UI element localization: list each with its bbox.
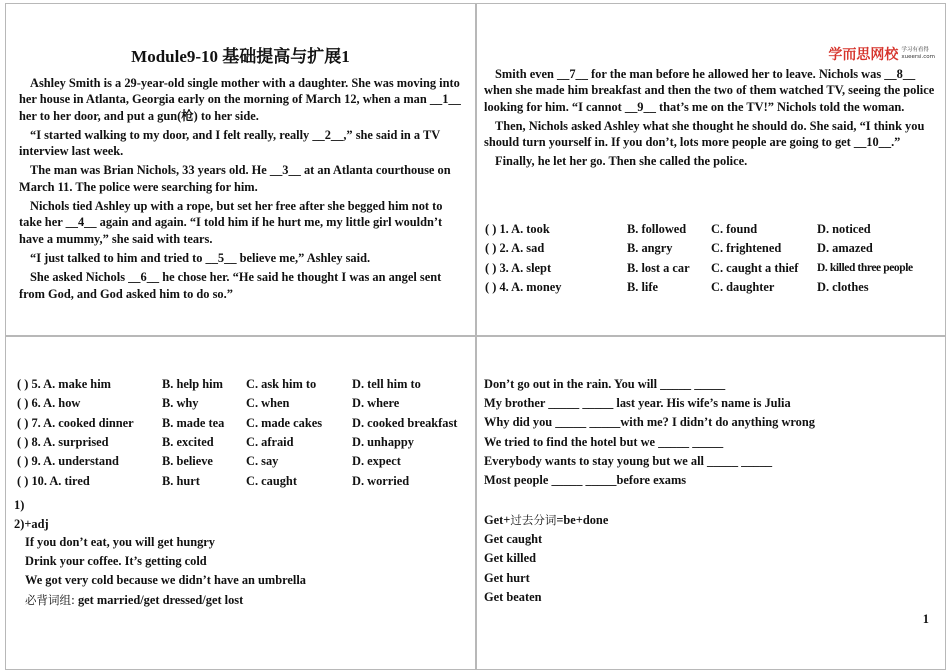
question-row xyxy=(17,433,472,452)
question-row xyxy=(17,471,472,490)
question-row xyxy=(17,394,472,413)
option-a: ( ) 4. A. money xyxy=(485,280,562,295)
option-a: ( ) 7. A. cooked dinner xyxy=(17,415,134,430)
note-label-1: 1) xyxy=(14,498,25,512)
question-row xyxy=(485,239,941,258)
exercise-sentence: Most people _____ _____before exams xyxy=(484,473,687,488)
passage-paragraph: “I just talked to him and tried to __5__ believe me,” Ashley said. xyxy=(30,250,371,265)
passive-example: Get beaten xyxy=(484,589,542,604)
option-b: B. excited xyxy=(162,435,214,450)
option-c: C. found xyxy=(711,222,758,237)
passive-example: Get killed xyxy=(484,551,536,566)
option-c: C. caught a thief xyxy=(711,260,799,275)
option-a: ( ) 8. A. surprised xyxy=(17,435,109,450)
exercise-sentence: My brother _____ _____ last year. His wife’s name is Julia xyxy=(484,396,791,411)
question-row xyxy=(17,375,472,394)
exercise-sentence: Don’t go out in the rain. You will _____ _____ xyxy=(484,377,726,391)
option-c: C. caught xyxy=(246,473,297,488)
option-a: ( ) 9. A. understand xyxy=(17,454,119,469)
passive-example: Get caught xyxy=(484,532,543,547)
option-b: B. lost a car xyxy=(627,260,690,275)
option-c: C. say xyxy=(246,454,279,469)
option-c: C. afraid xyxy=(246,435,294,450)
phrase-line xyxy=(25,591,306,610)
option-b: B. why xyxy=(162,396,199,411)
grammar-notes xyxy=(25,533,306,610)
option-c: C. when xyxy=(246,396,290,411)
passage-paragraph: “I started walking to my door, and I felt really, really __2__,” she said in a TV interview last week. xyxy=(19,127,440,159)
example-sentence: Drink your coffee. It’s getting cold xyxy=(25,554,207,569)
page-title: Module9-10 基础提高与扩展1 xyxy=(131,47,350,66)
passive-example: Get hurt xyxy=(484,570,530,585)
question-row xyxy=(17,452,472,471)
option-a: ( ) 2. A. sad xyxy=(485,241,545,256)
option-b: B. angry xyxy=(627,241,673,256)
option-d: D. amazed xyxy=(817,241,873,256)
question-row xyxy=(17,414,472,433)
passive-notes xyxy=(484,511,608,607)
slide-panel-options-notes xyxy=(5,336,476,670)
example-sentence: If you don’t eat, you will get hungry xyxy=(25,535,216,549)
option-a: ( ) 6. A. how xyxy=(17,396,81,411)
option-d: D. cooked breakfast xyxy=(352,415,458,430)
option-c: C. daughter xyxy=(711,280,775,295)
option-b: B. believe xyxy=(162,454,213,469)
phrase-label: 必背词组: xyxy=(25,592,75,607)
options-table-q5-10 xyxy=(17,375,472,491)
passage-paragraph: Ashley Smith is a 29-year-old single mother with a daughter. She was moving into her house in Atlanta, Georgia early on the morning of March 12, when a man __1__ her to her door, and put a gun(枪) to her side. xyxy=(19,76,461,123)
options-table-q1-4 xyxy=(485,220,941,297)
option-c: C. ask him to xyxy=(246,377,317,392)
note-label-2: 2)+adj xyxy=(14,517,49,531)
option-d: D. worried xyxy=(352,473,410,488)
option-d: D. unhappy xyxy=(352,435,414,450)
option-a: ( ) 10. A. tired xyxy=(17,473,90,488)
option-d: D. where xyxy=(352,396,400,411)
option-d: D. killed three people xyxy=(817,262,913,275)
exercise-sentence: Everybody wants to stay young but we all _____ _____ xyxy=(484,453,773,468)
option-a: ( ) 1. A. took xyxy=(485,222,550,237)
option-b: B. made tea xyxy=(162,415,225,430)
passive-rule: Get+过去分词=be+done xyxy=(484,513,609,527)
passage-paragraph: Finally, he let her go. Then she called the police. xyxy=(495,154,748,169)
option-c: C. made cakes xyxy=(246,415,323,430)
slide-panel-passage-part2 xyxy=(476,3,946,336)
passage-paragraph: The man was Brian Nichols, 33 years old. He __3__ at an Atlanta courthouse on March 11. The police were searching for him. xyxy=(19,163,451,194)
passage-paragraph: Smith even __7__ for the man before he allowed her to leave. Nichols was __8__ when she made him breakfast and then the two of them watched TV, seeing the police looking for him. “I cannot __9__ that’s me on the TV!” Nichols told the woman. xyxy=(484,67,935,114)
option-c: C. frightened xyxy=(711,241,782,256)
slide-panel-exercises xyxy=(476,336,946,670)
slide-panel-passage-part1 xyxy=(5,3,476,336)
xueersi-logo xyxy=(828,44,935,64)
example-sentence: We got very cold because we didn’t have an umbrella xyxy=(25,573,306,588)
exercise-list xyxy=(484,375,815,490)
option-d: D. clothes xyxy=(817,280,869,295)
option-d: D. expect xyxy=(352,454,401,469)
option-a: ( ) 5. A. make him xyxy=(17,377,111,392)
phrase-list: get married/get dressed/get lost xyxy=(74,592,244,607)
question-row xyxy=(485,259,941,278)
option-b: B. help him xyxy=(162,377,223,392)
question-row xyxy=(485,220,941,239)
passage-paragraph: Then, Nichols asked Ashley what she thought he should do. She said, “I think you should turn yourself in. If you don’t, lots more people are going to get __10__.” xyxy=(484,118,925,150)
option-b: B. life xyxy=(627,280,658,295)
passage-paragraph: She asked Nichols __6__ he chose her. “He said he thought I was an angel sent from God, and God asked him to do so.” xyxy=(19,270,442,301)
option-d: D. noticed xyxy=(817,222,871,237)
logo-text: 学而思网校 xyxy=(828,47,899,63)
page-number: 1 xyxy=(922,612,929,626)
option-b: B. followed xyxy=(627,222,687,237)
passage-paragraph: Nichols tied Ashley up with a rope, but set her free after she begged him not to take her __4__ again and again. “I told him if he hurt me, my little girl wouldn’t have a mummy,” she said with tears. xyxy=(19,199,443,246)
question-row xyxy=(485,278,941,297)
logo-subtext: 学习有看得 xueersi.com xyxy=(901,47,935,60)
option-d: D. tell him to xyxy=(352,377,421,392)
option-b: B. hurt xyxy=(162,473,200,488)
exercise-sentence: Why did you _____ _____with me? I didn’t do anything wrong xyxy=(484,415,815,430)
option-a: ( ) 3. A. slept xyxy=(485,260,552,275)
exercise-sentence: We tried to find the hotel but we _____ _____ xyxy=(484,434,724,449)
